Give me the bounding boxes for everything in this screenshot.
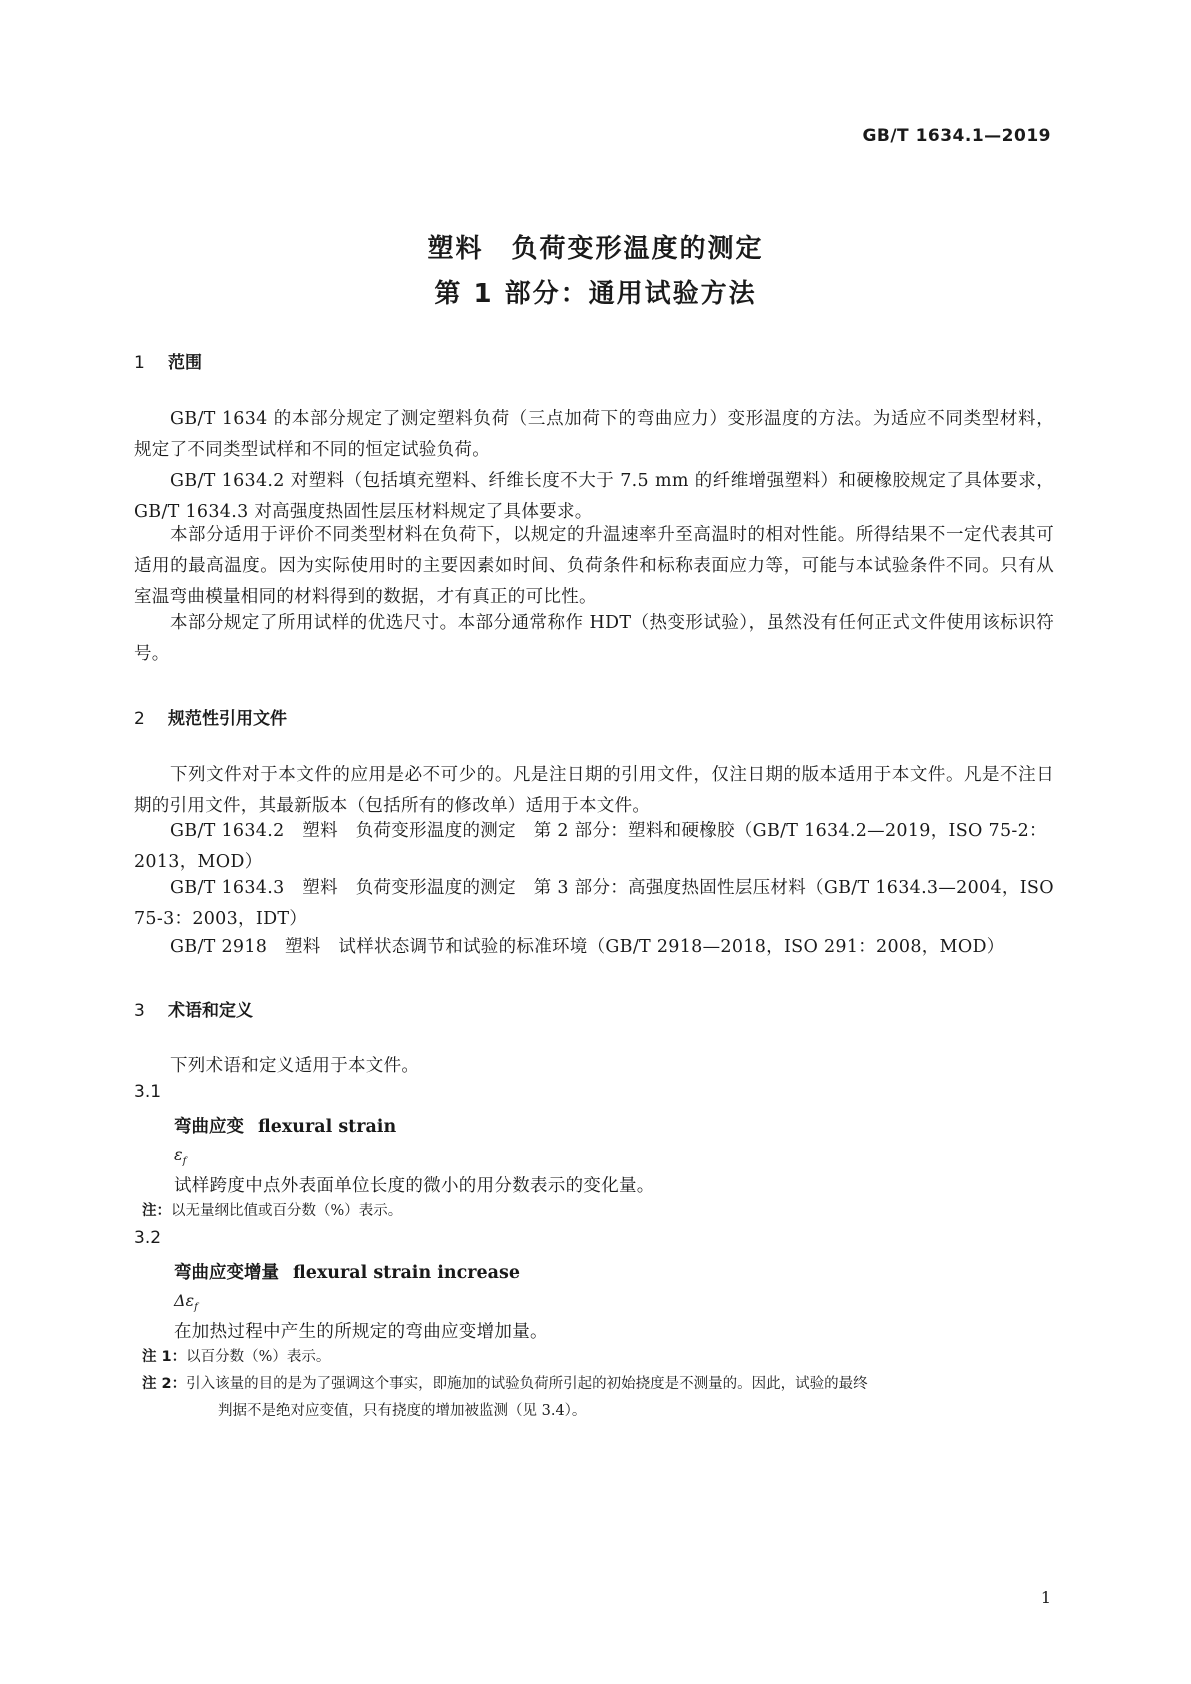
paragraph: GB/T 1634 的本部分规定了测定塑料负荷（三点加荷下的弯曲应力）变形温度的方法。为适应不同类型材料，规定了不同类型试样和不同的恒定试验负荷。: [134, 409, 1054, 460]
section-number: 2: [134, 709, 145, 729]
reference-item: GB/T 1634.2 塑料 负荷变形温度的测定 第 2 部分：塑料和硬橡胶（GB/T 1634.2—2019，ISO 75-2：2013，MOD）: [134, 821, 1047, 872]
standard-code: GB/T 1634.1—2019: [862, 126, 1051, 146]
section-3-heading: [134, 996, 253, 1021]
section-number: 1: [134, 353, 145, 373]
paragraph: 下列文件对于本文件的应用是必不可少的。凡是注日期的引用文件，仅注日期的版本适用于本文件。凡是不注日期的引用文件，其最新版本（包括所有的修改单）适用于本文件。: [134, 765, 1054, 816]
section-title: 术语和定义: [168, 1001, 253, 1021]
page-number: 1: [1040, 1588, 1051, 1607]
paragraph: 本部分适用于评价不同类型材料在负荷下，以规定的升温速率升至高温时的相对性能。所得结果不一定代表其可适用的最高温度。因为实际使用时的主要因素如时间、负荷条件和标称表面应力等，可能与本试验条件不同。只有从室温弯曲模量相同的材料得到的数据，才有真正的可比性。: [134, 525, 1054, 607]
term-number: 3.1: [134, 1082, 162, 1102]
paragraph: GB/T 1634.2 对塑料（包括填充塑料、纤维长度不大于 7.5 mm 的纤维增强塑料）和硬橡胶规定了具体要求，GB/T 1634.3 对高强度热固性层压材料规定了具体要求。: [134, 471, 1054, 522]
section-title: 范围: [168, 353, 202, 373]
term-note: 注 2：引入该量的目的是为了强调这个事实，即施加的试验负荷所引起的初始挠度是不测量的。因此，试验的最终 判据不是绝对应变值，只有挠度的增加被监测（见 3.4）。: [142, 1376, 868, 1419]
section-2-heading: [134, 704, 287, 729]
term-note: 注 1：以百分数（%）表示。: [142, 1349, 331, 1365]
reference-item: GB/T 1634.3 塑料 负荷变形温度的测定 第 3 部分：高强度热固性层压材料（GB/T 1634.3—2004，ISO 75-3：2003，IDT）: [134, 878, 1054, 929]
term-name-zh: 弯曲应变增量: [174, 1263, 279, 1283]
term-name: [174, 1113, 396, 1138]
paragraph: 本部分规定了所用试样的优选尺寸。本部分通常称作 HDT（热变形试验），虽然没有任何正式文件使用该标识符号。: [134, 613, 1054, 664]
section-1-heading: [134, 348, 202, 373]
term-note: 注：以无量纲比值或百分数（%）表示。: [142, 1203, 403, 1219]
title-line-1: 塑料 负荷变形温度的测定: [427, 234, 764, 264]
term-name-zh: 弯曲应变: [174, 1117, 244, 1137]
section-number: 3: [134, 1001, 145, 1021]
term-definition: 试样跨度中点外表面单位长度的微小的用分数表示的变化量。: [174, 1176, 655, 1196]
term-definition: 在加热过程中产生的所规定的弯曲应变增加量。: [174, 1322, 548, 1342]
paragraph: 下列术语和定义适用于本文件。: [170, 1056, 420, 1076]
reference-item: GB/T 2918 塑料 试样状态调节和试验的标准环境（GB/T 2918—2018，ISO 291：2008，MOD）: [170, 937, 1005, 957]
term-symbol: $\varepsilon_f$: [174, 1145, 187, 1168]
term-name-en: flexural strain increase: [293, 1263, 520, 1283]
title-line-2: 第 1 部分：通用试验方法: [434, 279, 757, 309]
term-name: [174, 1259, 520, 1284]
term-name-en: flexural strain: [258, 1117, 397, 1137]
section-title: 规范性引用文件: [168, 709, 287, 729]
term-number: 3.2: [134, 1228, 162, 1248]
term-symbol: $\Delta\varepsilon_f$: [174, 1291, 198, 1314]
